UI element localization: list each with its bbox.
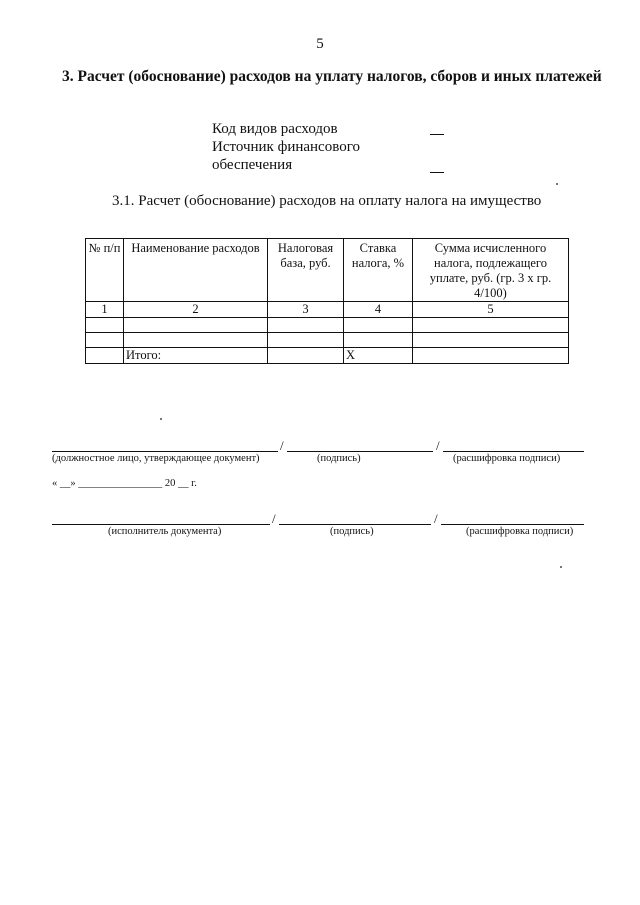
total-label: Итого: (124, 348, 268, 364)
column-number-cell: 1 (86, 302, 124, 318)
table-cell[interactable] (344, 333, 413, 348)
table-row (86, 318, 569, 333)
approver-signature-line[interactable] (287, 451, 433, 452)
table-cell[interactable] (124, 318, 268, 333)
decryption-caption: (расшифровка подписи) (453, 453, 561, 464)
table-cell[interactable] (86, 318, 124, 333)
funding-source-label-line2: обеспечения (212, 157, 293, 173)
approver-caption: (должностное лицо, утверждающее документ) (52, 453, 260, 464)
executor-caption: (исполнитель документа) (108, 526, 222, 537)
separator-slash: / (280, 438, 284, 453)
table-cell[interactable] (268, 318, 344, 333)
scan-speck (556, 183, 558, 185)
total-sum-cell[interactable] (413, 348, 569, 364)
table-cell[interactable] (413, 318, 569, 333)
column-number-cell: 5 (413, 302, 569, 318)
executor-position-line[interactable] (52, 524, 270, 525)
funding-source-field[interactable] (430, 172, 444, 173)
column-number-cell: 3 (268, 302, 344, 318)
header-cell: Ставка налога, % (344, 239, 413, 302)
expense-code-field[interactable] (430, 134, 444, 135)
separator-slash: / (434, 511, 438, 526)
page-number: 5 (316, 36, 324, 52)
table-row (86, 333, 569, 348)
header-cell: Наименование расходов (124, 239, 268, 302)
table-cell[interactable] (344, 318, 413, 333)
approver-name-line[interactable] (443, 451, 584, 452)
header-cell: Налоговая база, руб. (268, 239, 344, 302)
total-rate-mark: X (344, 348, 413, 364)
table-cell[interactable] (413, 333, 569, 348)
header-cell: Сумма исчисленного налога, подлежащего уплате, руб. (гр. 3 х гр. 4/100) (413, 239, 569, 302)
header-cell: № п/п (86, 239, 124, 302)
column-number-cell: 2 (124, 302, 268, 318)
approver-position-line[interactable] (52, 451, 278, 452)
executor-name-line[interactable] (441, 524, 584, 525)
table-cell[interactable] (124, 333, 268, 348)
subsection-title: 3.1. Расчет (обоснование) расходов на оплату налога на имущество (112, 193, 542, 209)
total-row (86, 348, 569, 364)
table-cell (86, 348, 124, 364)
table-header-row (86, 239, 569, 302)
table-cell[interactable] (268, 333, 344, 348)
funding-source-label-line1: Источник финансового (212, 139, 360, 155)
section-title: 3. Расчет (обоснование) расходов на уплату налогов, сборов и иных платежей (62, 68, 602, 85)
expense-code-label: Код видов расходов (212, 121, 338, 137)
column-number-cell: 4 (344, 302, 413, 318)
scan-speck (560, 566, 562, 568)
tax-calculation-table (85, 238, 569, 364)
total-base-cell[interactable] (268, 348, 344, 364)
table-cell[interactable] (86, 333, 124, 348)
column-number-row (86, 302, 569, 318)
separator-slash: / (436, 438, 440, 453)
date-line[interactable]: « __» ________________ 20 __ г. (52, 478, 197, 489)
executor-signature-line[interactable] (279, 524, 431, 525)
separator-slash: / (272, 511, 276, 526)
decryption-caption: (расшифровка подписи) (466, 526, 574, 537)
scan-speck (160, 418, 162, 420)
signature-caption: (подпись) (330, 526, 374, 537)
signature-caption: (подпись) (317, 453, 361, 464)
